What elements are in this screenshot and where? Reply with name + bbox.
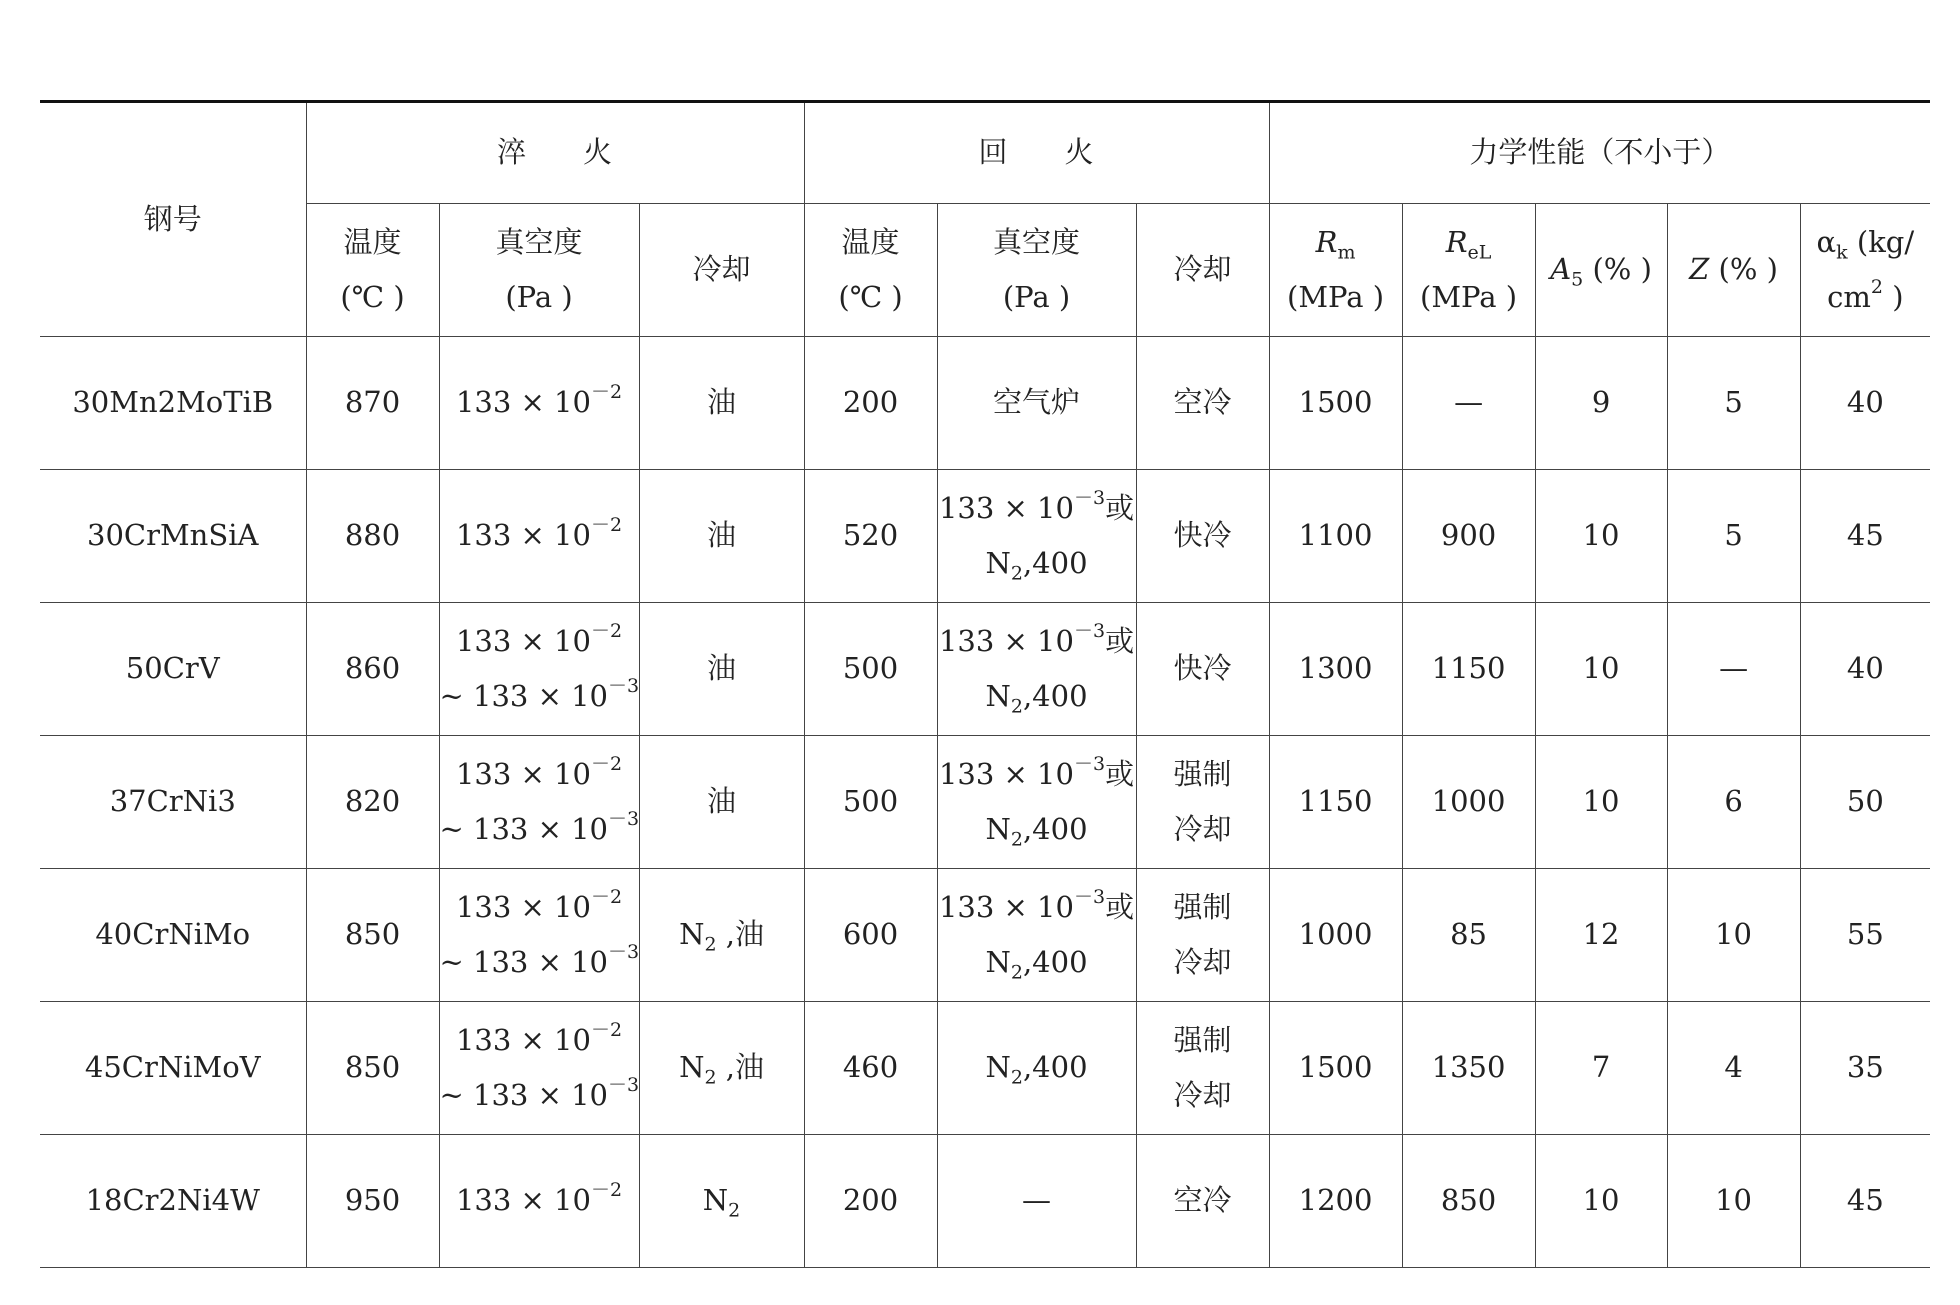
quench-cooling-sub: 2 [728, 1199, 741, 1222]
cell-rel [1402, 337, 1535, 470]
cell-ak [1800, 337, 1930, 470]
temper-vacuum-exp: －3 [1073, 619, 1106, 642]
cell-q-temp [306, 869, 439, 1002]
quench-vacuum-range-exp: －3 [608, 940, 640, 963]
temper-gas-pressure: ,400 [1022, 812, 1088, 846]
ak-unit-2-sup: 2 [1870, 275, 1883, 298]
temper-vacuum-line-2 [938, 1040, 1136, 1095]
cell-steel [40, 736, 306, 869]
temper-vacuum-value: 133 × 10 [938, 490, 1074, 525]
cell-steel [40, 603, 306, 736]
ak-unit-2-end: ) [1892, 280, 1904, 314]
cell-ak [1800, 736, 1930, 869]
tensile-strength: 1500 [1298, 1050, 1373, 1085]
quench-vacuum-base: 133 × 10 [455, 385, 591, 420]
table-row [40, 337, 1930, 470]
rel-subscript: eL [1467, 241, 1492, 264]
cell-t-cool [1136, 603, 1269, 736]
cell-a5 [1535, 603, 1667, 736]
mech-group-header [1269, 102, 1930, 204]
elongation: 10 [1582, 518, 1620, 553]
temper-vacuum-or: 或 [1105, 889, 1135, 924]
elongation: 10 [1582, 1183, 1620, 1218]
reduction-of-area: — [1719, 651, 1749, 686]
temper-label-a: 回 [978, 135, 1009, 170]
cell-ak [1800, 869, 1930, 1002]
elongation: 10 [1582, 784, 1620, 819]
cell-rm [1269, 470, 1402, 603]
cell-t-cool [1136, 869, 1269, 1002]
temper-gas-pressure: ,400 [1022, 945, 1088, 979]
quench-vacuum-exp: －2 [590, 1179, 623, 1202]
z-unit: (% ) [1718, 252, 1778, 287]
impact-toughness: 50 [1846, 784, 1884, 819]
temper-gas-pressure: ,400 [1022, 1050, 1088, 1085]
impact-toughness: 45 [1846, 518, 1884, 553]
tensile-strength: 1500 [1298, 385, 1373, 420]
quench-cooling-sub: 2 [704, 933, 717, 956]
temper-vacuum-or: 或 [1105, 756, 1135, 791]
impact-toughness: 40 [1846, 385, 1884, 420]
cell-t-vac [937, 736, 1136, 869]
ak-header [1800, 204, 1930, 337]
reduction-of-area: 4 [1724, 1050, 1743, 1085]
temper-cooling-2: 冷却 [1173, 812, 1232, 846]
elongation: 9 [1591, 385, 1611, 420]
cell-t-temp [804, 470, 937, 603]
quench-vacuum-exp: －2 [590, 885, 623, 908]
t-temp-header-unit: (℃ ) [838, 280, 903, 314]
cell-q-cool [639, 470, 804, 603]
steel-grade-header-label: 钢号 [143, 201, 202, 236]
cell-q-temp [306, 337, 439, 470]
cell-t-vac [937, 869, 1136, 1002]
quench-vacuum-exp: －2 [590, 514, 623, 537]
cell-q-cool [639, 337, 804, 470]
cell-steel [40, 1135, 306, 1268]
rel-unit: (MPa ) [1420, 280, 1518, 314]
quench-vacuum-line-2 [440, 1068, 639, 1123]
impact-toughness: 55 [1846, 917, 1884, 952]
cell-q-vac [439, 736, 639, 869]
temper-cooling-1: 快冷 [1173, 518, 1232, 553]
tensile-strength: 1200 [1298, 1183, 1373, 1218]
temper-gas: N [985, 812, 1011, 846]
temper-temperature: 500 [842, 784, 899, 819]
cell-rm [1269, 603, 1402, 736]
q-cool-header [639, 204, 804, 337]
t-vac-header-unit: (Pa ) [1002, 280, 1071, 314]
cell-steel [40, 1002, 306, 1135]
cell-t-vac [937, 337, 1136, 470]
cell-a5 [1535, 736, 1667, 869]
a5-header [1535, 204, 1667, 337]
q-cool-header-label: 冷却 [692, 252, 751, 287]
temper-vacuum-line-2 [938, 935, 1136, 990]
steel-grade: 30CrMnSiA [87, 518, 259, 553]
cell-t-temp [804, 1002, 937, 1135]
cell-t-cool [1136, 1002, 1269, 1135]
steel-grade: 37CrNi3 [109, 784, 236, 819]
a5-subscript: 5 [1571, 268, 1584, 291]
cell-t-vac [937, 1002, 1136, 1135]
quench-group-header [306, 102, 804, 204]
yield-strength: 1000 [1431, 784, 1506, 819]
cell-rm [1269, 1135, 1402, 1268]
cell-ak [1800, 1002, 1930, 1135]
cell-rel [1402, 470, 1535, 603]
cell-z [1667, 869, 1800, 1002]
tensile-strength: 1100 [1298, 518, 1373, 553]
cell-q-temp [306, 736, 439, 869]
temper-temperature: 500 [842, 651, 899, 686]
header-row-groups [40, 102, 1930, 204]
temper-gas: N [985, 1050, 1011, 1085]
cell-q-vac [439, 470, 639, 603]
table-row [40, 1135, 1930, 1268]
t-temp-header [804, 204, 937, 337]
header-row-columns [40, 204, 1930, 337]
table-row [40, 736, 1930, 869]
quench-cooling: 油 [707, 651, 737, 686]
cell-q-cool [639, 1135, 804, 1268]
quench-vacuum-base: 133 × 10 [455, 889, 591, 924]
temper-temperature: 460 [842, 1050, 899, 1085]
temper-vacuum-value: 133 × 10 [938, 889, 1074, 924]
cell-steel [40, 470, 306, 603]
quench-vacuum-exp: －2 [590, 1018, 623, 1041]
tensile-strength: 1300 [1298, 651, 1373, 686]
cell-q-temp [306, 1002, 439, 1135]
cell-z [1667, 1135, 1800, 1268]
cell-z [1667, 337, 1800, 470]
temper-gas: N [985, 679, 1011, 713]
temper-vacuum-exp: －3 [1073, 752, 1106, 775]
temper-cooling-2: 冷却 [1173, 1078, 1232, 1112]
impact-toughness: 45 [1846, 1183, 1884, 1218]
cell-t-vac [937, 603, 1136, 736]
rel-symbol: R [1445, 224, 1468, 259]
temper-cooling-2: 冷却 [1173, 945, 1232, 979]
temper-gas-sub: 2 [1010, 695, 1023, 718]
temper-vacuum-line-2 [938, 669, 1136, 724]
table-row [40, 1002, 1930, 1135]
cell-ak [1800, 1135, 1930, 1268]
quench-temperature: 950 [344, 1183, 401, 1218]
cell-q-vac [439, 603, 639, 736]
cell-q-vac [439, 337, 639, 470]
temper-temperature: 520 [842, 518, 899, 553]
temper-cooling-1: 空冷 [1173, 1183, 1232, 1218]
reduction-of-area: 10 [1715, 917, 1753, 952]
cell-a5 [1535, 470, 1667, 603]
cell-t-vac [937, 1135, 1136, 1268]
table-body [40, 337, 1930, 1268]
cell-t-temp [804, 736, 937, 869]
quench-vacuum-base: 133 × 10 [455, 756, 591, 791]
t-vac-header [937, 204, 1136, 337]
q-temp-header-unit: (℃ ) [340, 280, 405, 314]
quench-temperature: 820 [344, 784, 401, 819]
temper-cooling-1: 快冷 [1173, 651, 1232, 686]
a5-unit: (% ) [1592, 252, 1652, 287]
elongation: 7 [1591, 1050, 1611, 1085]
quench-cooling: N [679, 1050, 705, 1085]
ak-unit-2: cm [1827, 280, 1871, 314]
reduction-of-area: 5 [1724, 385, 1743, 420]
cell-t-temp [804, 869, 937, 1002]
mech-label: 力学性能（不小于） [1469, 135, 1731, 170]
table-row [40, 470, 1930, 603]
temper-label-b: 火 [1064, 135, 1095, 170]
cell-rel [1402, 1135, 1535, 1268]
cell-z [1667, 470, 1800, 603]
cell-rm [1269, 736, 1402, 869]
cell-rm [1269, 337, 1402, 470]
rm-unit: (MPa ) [1287, 280, 1385, 314]
temper-gas-sub: 2 [1010, 562, 1023, 585]
impact-toughness: 35 [1846, 1050, 1884, 1085]
cell-ak [1800, 470, 1930, 603]
quench-vacuum-line-2 [440, 935, 639, 990]
tensile-strength: 1000 [1298, 917, 1373, 952]
cell-rel [1402, 1002, 1535, 1135]
cell-t-temp [804, 337, 937, 470]
steel-grade: 50CrV [125, 651, 220, 686]
temper-cooling-1: 空冷 [1173, 385, 1232, 420]
temper-vacuum-value: 空气炉 [993, 385, 1081, 420]
quench-label-b: 火 [583, 135, 614, 170]
table-row [40, 603, 1930, 736]
temper-gas-sub: 2 [1010, 828, 1023, 851]
cell-steel [40, 337, 306, 470]
steel-grade: 45CrNiMoV [84, 1050, 261, 1085]
a5-symbol: A [1550, 252, 1572, 287]
quench-label-a: 淬 [497, 135, 528, 170]
quench-cooling: 油 [707, 784, 737, 819]
cell-a5 [1535, 869, 1667, 1002]
temper-gas-pressure: ,400 [1022, 679, 1088, 713]
quench-vacuum-range: ~ 133 × 10 [439, 945, 609, 979]
temper-vacuum-line-2 [938, 536, 1136, 591]
rm-symbol: R [1315, 224, 1338, 259]
cell-a5 [1535, 1002, 1667, 1135]
yield-strength: 1150 [1431, 651, 1506, 686]
t-cool-header [1136, 204, 1269, 337]
cell-t-cool [1136, 1135, 1269, 1268]
steel-grade-header [40, 102, 306, 337]
cell-q-cool [639, 736, 804, 869]
temper-vacuum-exp: －3 [1073, 486, 1106, 509]
temper-vacuum-line-1 [938, 747, 1136, 802]
reduction-of-area: 10 [1715, 1183, 1753, 1218]
quench-vacuum-range: ~ 133 × 10 [439, 1078, 609, 1112]
quench-vacuum-base: 133 × 10 [455, 518, 591, 553]
temper-group-header [804, 102, 1269, 204]
quench-vacuum-line-1 [440, 1173, 639, 1228]
quench-vacuum-line-1 [440, 1013, 639, 1068]
quench-cooling: N [679, 917, 705, 952]
temper-vacuum-value: — [1022, 1183, 1052, 1218]
quench-vacuum-base: 133 × 10 [455, 623, 591, 658]
cell-q-cool [639, 603, 804, 736]
quench-vacuum-base: 133 × 10 [455, 1022, 591, 1057]
cell-q-vac [439, 869, 639, 1002]
quench-temperature: 850 [344, 917, 401, 952]
quench-cooling: 油 [707, 518, 737, 553]
quench-vacuum-line-2 [440, 669, 639, 724]
temper-vacuum-or: 或 [1105, 490, 1135, 525]
quench-vacuum-exp: －2 [590, 381, 623, 404]
q-vac-header-unit: (Pa ) [505, 280, 573, 314]
rm-header [1269, 204, 1402, 337]
z-symbol: Z [1689, 252, 1710, 287]
temper-vacuum-value: 133 × 10 [938, 756, 1074, 791]
cell-t-cool [1136, 337, 1269, 470]
quench-vacuum-line-1 [440, 614, 639, 669]
cell-q-vac [439, 1135, 639, 1268]
t-vac-header-label: 真空度 [993, 224, 1081, 259]
quench-cooling-tail: ,油 [716, 917, 764, 952]
quench-vacuum-line-1 [440, 508, 639, 563]
cell-z [1667, 603, 1800, 736]
yield-strength: — [1454, 385, 1484, 420]
tensile-strength: 1150 [1298, 784, 1373, 819]
cell-q-cool [639, 1002, 804, 1135]
steel-grade: 18Cr2Ni4W [85, 1183, 260, 1218]
temper-cooling-1: 强制 [1173, 889, 1232, 924]
temper-gas-sub: 2 [1010, 961, 1023, 984]
quench-vacuum-exp: －2 [590, 619, 623, 642]
q-vac-header-label: 真空度 [495, 224, 583, 259]
quench-cooling: 油 [707, 385, 737, 420]
ak-unit-1: (kg/ [1856, 224, 1915, 259]
temper-gas: N [985, 945, 1011, 979]
cell-t-vac [937, 470, 1136, 603]
temper-vacuum-line-1 [938, 1173, 1136, 1228]
cell-rm [1269, 869, 1402, 1002]
cell-q-temp [306, 470, 439, 603]
q-vac-header [439, 204, 639, 337]
quench-vacuum-line-1 [440, 375, 639, 430]
temper-cooling-1: 强制 [1173, 756, 1232, 791]
quench-vacuum-range: ~ 133 × 10 [439, 812, 609, 846]
temper-vacuum-line-1 [938, 614, 1136, 669]
quench-temperature: 870 [344, 385, 401, 420]
yield-strength: 85 [1450, 917, 1488, 952]
cell-rm [1269, 1002, 1402, 1135]
elongation: 12 [1582, 917, 1620, 952]
yield-strength: 850 [1440, 1183, 1497, 1218]
table-row [40, 869, 1930, 1002]
cell-q-cool [639, 869, 804, 1002]
reduction-of-area: 5 [1724, 518, 1743, 553]
cell-t-temp [804, 1135, 937, 1268]
quench-vacuum-line-1 [440, 880, 639, 935]
rm-subscript: m [1337, 241, 1356, 264]
temper-gas: N [985, 546, 1011, 580]
temper-temperature: 200 [842, 1183, 899, 1218]
quench-vacuum-line-1 [440, 747, 639, 802]
temper-temperature: 600 [842, 917, 899, 952]
cell-z [1667, 736, 1800, 869]
steel-grade: 30Mn2MoTiB [72, 385, 274, 420]
cell-steel [40, 869, 306, 1002]
cell-rel [1402, 869, 1535, 1002]
q-temp-header-label: 温度 [343, 224, 402, 259]
quench-temperature: 850 [344, 1050, 401, 1085]
temper-vacuum-line-1 [938, 880, 1136, 935]
rel-header [1402, 204, 1535, 337]
quench-cooling: N [702, 1183, 729, 1218]
z-header [1667, 204, 1800, 337]
reduction-of-area: 6 [1724, 784, 1743, 819]
quench-vacuum-range-exp: －3 [608, 807, 640, 830]
cell-a5 [1535, 1135, 1667, 1268]
impact-toughness: 40 [1846, 651, 1884, 686]
yield-strength: 900 [1440, 518, 1497, 553]
cell-rel [1402, 603, 1535, 736]
quench-vacuum-range: ~ 133 × 10 [439, 679, 609, 713]
temper-vacuum-line-1 [938, 375, 1136, 430]
temper-vacuum-line-2 [938, 802, 1136, 857]
cell-a5 [1535, 337, 1667, 470]
temper-vacuum-or: 或 [1105, 623, 1135, 658]
quench-vacuum-range-exp: －3 [608, 1073, 640, 1096]
q-temp-header [306, 204, 439, 337]
cell-t-cool [1136, 736, 1269, 869]
elongation: 10 [1582, 651, 1620, 686]
temper-gas-pressure: ,400 [1022, 546, 1088, 580]
temper-vacuum-value: 133 × 10 [938, 623, 1074, 658]
yield-strength: 1350 [1431, 1050, 1506, 1085]
cell-ak [1800, 603, 1930, 736]
temper-gas-sub: 2 [1010, 1067, 1023, 1090]
steel-grade: 40CrNiMo [95, 917, 251, 952]
temper-vacuum-line-1 [938, 481, 1136, 536]
quench-cooling-tail: ,油 [716, 1050, 764, 1085]
temper-temperature: 200 [842, 385, 899, 420]
heat-treatment-table [40, 100, 1930, 1268]
cell-t-cool [1136, 470, 1269, 603]
quench-temperature: 860 [344, 651, 401, 686]
temper-cooling-1: 强制 [1173, 1022, 1232, 1057]
cell-q-vac [439, 1002, 639, 1135]
cell-z [1667, 1002, 1800, 1135]
ak-symbol: α [1816, 224, 1837, 259]
quench-vacuum-line-2 [440, 802, 639, 857]
ak-subscript: k [1836, 241, 1848, 264]
temper-vacuum-exp: －3 [1073, 885, 1106, 908]
quench-vacuum-base: 133 × 10 [455, 1183, 591, 1218]
quench-vacuum-exp: －2 [590, 752, 623, 775]
quench-vacuum-range-exp: －3 [608, 674, 640, 697]
quench-temperature: 880 [344, 518, 401, 553]
t-temp-header-label: 温度 [841, 224, 900, 259]
quench-cooling-sub: 2 [704, 1066, 717, 1089]
t-cool-header-label: 冷却 [1173, 252, 1232, 287]
cell-rel [1402, 736, 1535, 869]
cell-q-temp [306, 1135, 439, 1268]
cell-q-temp [306, 603, 439, 736]
cell-t-temp [804, 603, 937, 736]
